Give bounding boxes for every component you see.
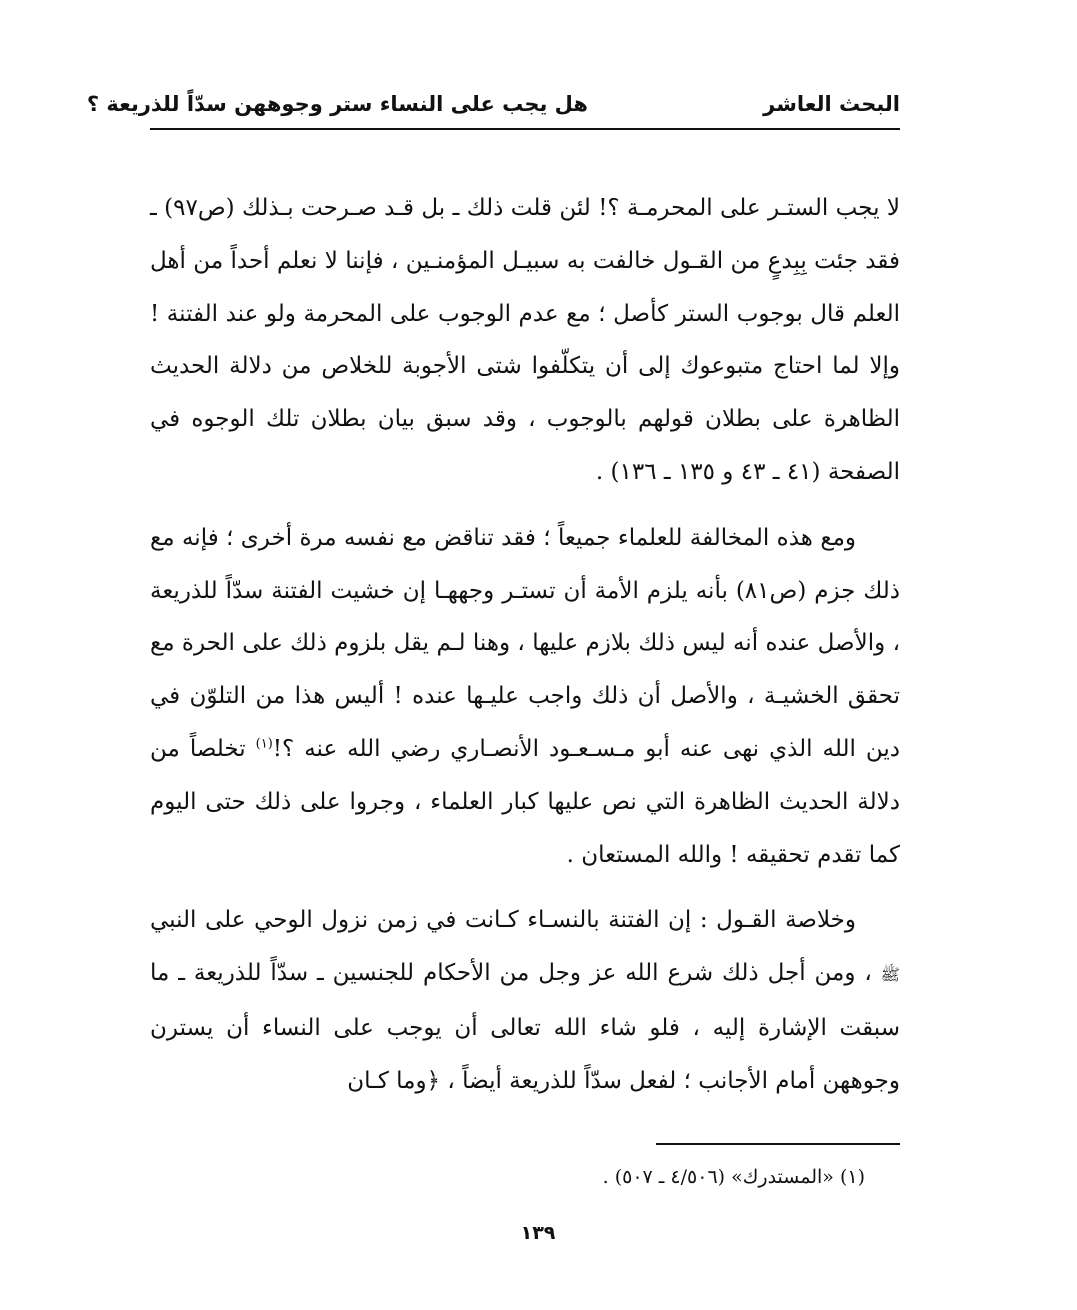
running-header xyxy=(86,88,900,128)
header-divider xyxy=(150,128,900,130)
salla-ligature: ﷺ xyxy=(880,965,900,985)
paragraph-3 xyxy=(150,894,900,1107)
footnote-divider xyxy=(656,1143,900,1145)
chapter-label: البحث العاشر xyxy=(763,92,900,116)
paragraph-3-text-b: ، ومن أجل ذلك شرع الله عز وجل من الأحكام للجنسين ـ سدّاً للذريعة ـ ما سبقت الإشارة إليه ، فلو شاء الله تعالى أن يوجب على النساء أن يسترن وجوههن أمام الأجانب ؛ لفعل سدّاً للذريعة أيضاً ، ﴿وما كـان xyxy=(150,960,900,1094)
paragraph-1 xyxy=(150,182,900,499)
footnote-marker: (١) xyxy=(255,736,273,752)
paragraph-2-text-a: ومع هذه المخالفة للعلماء جميعاً ؛ فقد تناقض مع نفسه مرة أخرى ؛ فإنه مع ذلك جزم (ص٨١) بأنه يلزم الأمة أن تستـر وجههـا إن خشيت الفتنة سدّاً للذريعة ، والأصل عنده أنه ليس ذلك بلازم عليها ، وهنا لـم يقل بلزوم ذلك على الحرة مع تحقق الخشيـة ، والأصل أن ذلك واجب عليـها عنده ! أليس هذا من التلوّن في دين الله الذي نهى عنه أبو مـسـعـود الأنصـاري رضي الله عنه ؟! xyxy=(150,524,901,762)
footnote: (١) «المستدرك» (٤/٥٠٦ ـ ٥٠٧) . xyxy=(602,1166,865,1188)
section-title: هل يجب على النساء ستر وجوههن سدّاً للذريعة ؟ xyxy=(86,92,588,116)
paragraph-2-text-b: تخلصاً من دلالة الحديث الظاهرة التي نص عليها كبار العلماء ، وجروا على ذلك حتى اليوم كما تقدم تحقيقه ! والله المستعان . xyxy=(150,735,900,868)
page-number: ١٣٩ xyxy=(520,1222,556,1244)
paragraph-3-text-a: وخلاصة القـول : إن الفتنة بالنسـاء كـانت في زمن نزول الوحي على النبي xyxy=(150,907,856,934)
main-text xyxy=(150,182,900,1108)
paragraph-2 xyxy=(150,512,900,882)
paragraph-1-text: لا يجب الستـر على المحرمـة ؟! لئن قلت ذلك ـ بل قـد صـرحت بـذلك (ص٩٧) ـ فقد جئت بِبِدعٍ من القـول خالفت به سبيـل المؤمنـين ، فإننا لا نعلم أحداً من أهل العلم قال بوجوب الستر كأصل ؛ مع عدم الوجوب على المحرمة ولو عند الفتنة ! وإلا لما احتاج متبوعوك إلى أن يتكلّفوا شتى الأجوبة للخلاص من دلالة الحديث الظاهرة على بطلان قولهم بالوجوب ، وقد سبق بيان بطلان تلك الوجوه في الصفحة (٤١ ـ ٤٣ و ١٣٥ ـ ١٣٦) . xyxy=(150,195,900,485)
